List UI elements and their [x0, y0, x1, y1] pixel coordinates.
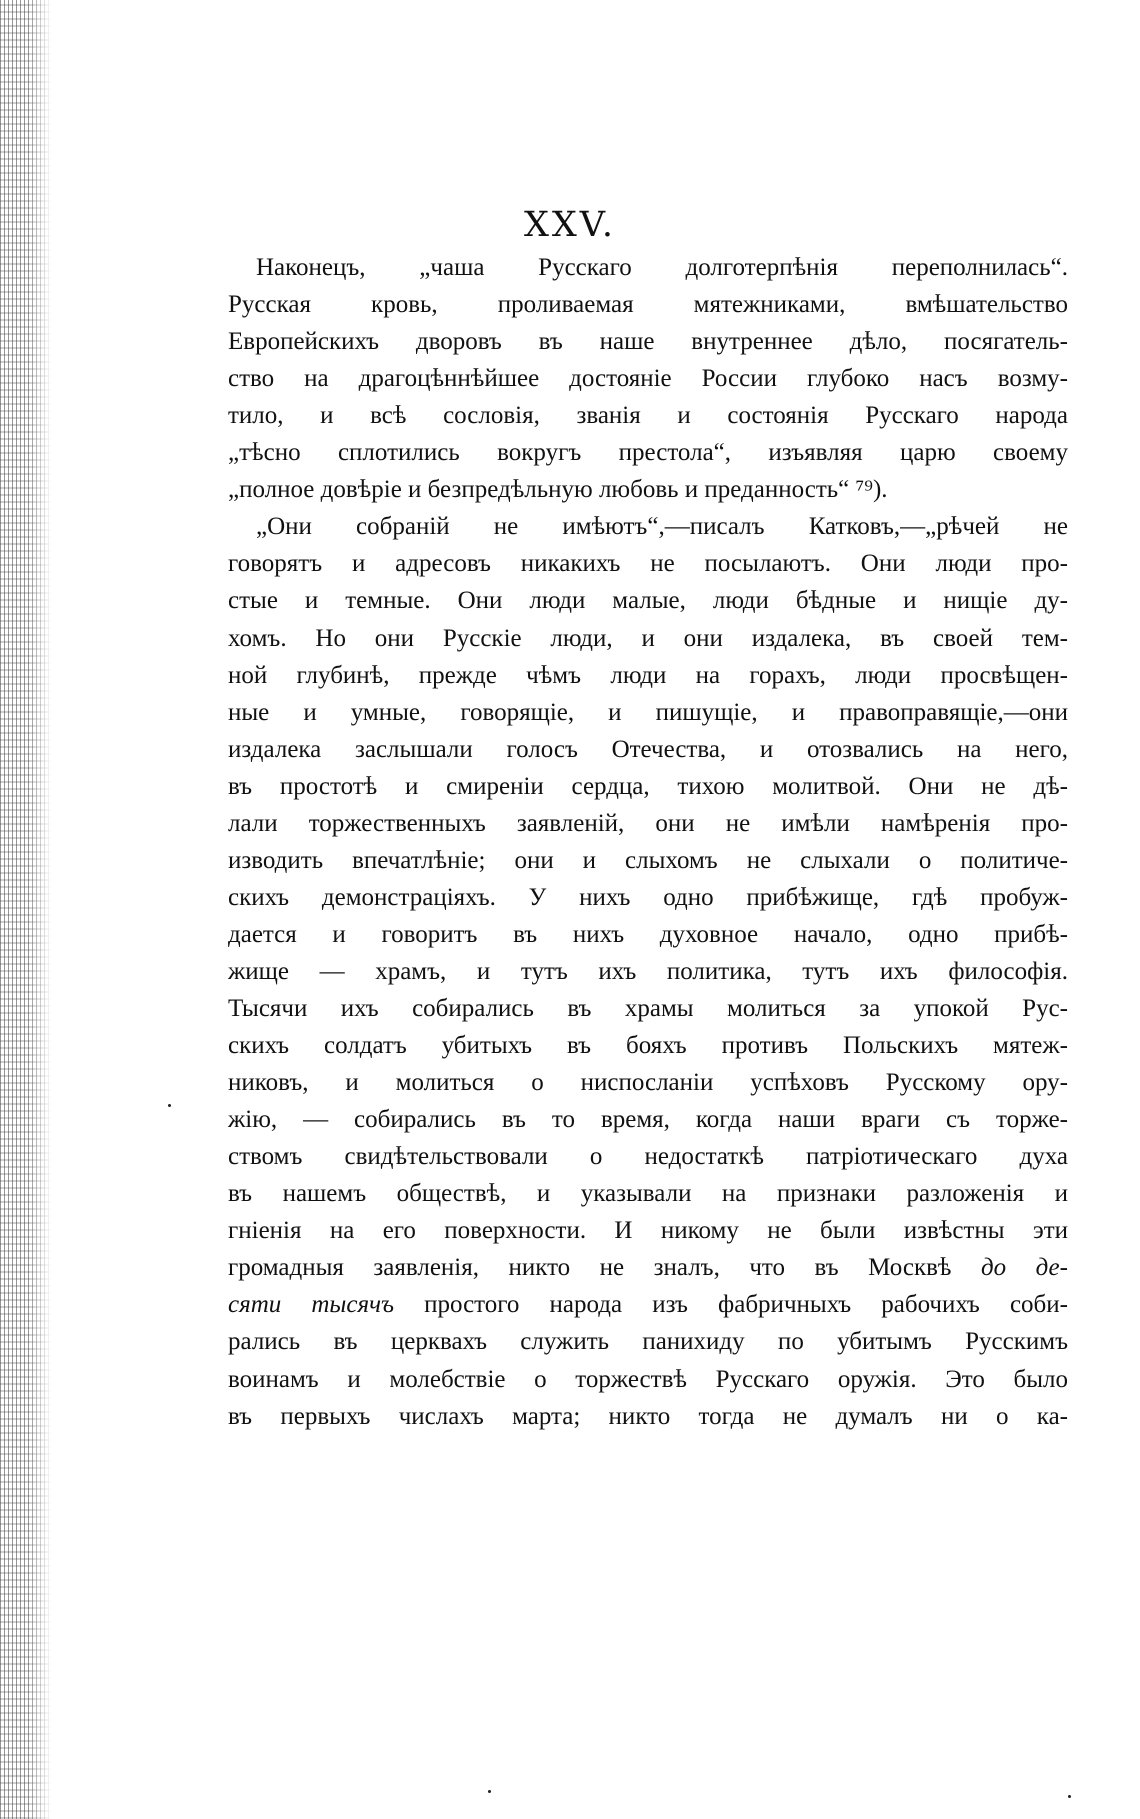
line-text: ной глубинѣ, прежде чѣмъ люди на горахъ, люди просвѣщен-: [228, 661, 1068, 689]
line-text: гніенія на его поверхности. И никому не были извѣстны эти: [228, 1217, 1068, 1245]
text-line: [228, 396, 1068, 436]
text-line: [228, 915, 1068, 955]
text-line: [228, 1063, 1068, 1103]
text-line: [228, 248, 1068, 288]
line-text: въ первыхъ числахъ марта; никто тогда не думалъ ни о ка-: [228, 1402, 1068, 1430]
line-text: Русская кровь, проливаемая мятежниками, вмѣшательство: [228, 291, 1068, 319]
text-line: [228, 1248, 1068, 1288]
text-line: [228, 470, 1068, 510]
line-text: дается и говоритъ въ нихъ духовное начало, одно прибѣ-: [228, 920, 1068, 948]
text-line: [228, 952, 1068, 992]
text-line: [228, 878, 1068, 918]
italic-run: до де-: [980, 1254, 1068, 1282]
line-text: издалека заслышали голосъ Отечества, и отозвались на него,: [228, 735, 1068, 763]
line-text: воинамъ и молебствіе о торжествѣ Русскаго оружія. Это было: [228, 1365, 1068, 1393]
text-line: [228, 1137, 1068, 1177]
text-line: [228, 656, 1068, 696]
line-text: простого народа изъ фабричныхъ рабочихъ соби-: [393, 1291, 1068, 1319]
line-text: Наконецъ, „чаша Русскаго долготерпѣнія переполнилась“.: [256, 254, 1068, 281]
text-line: [228, 1322, 1068, 1362]
text-line: [228, 285, 1068, 325]
text-line: [228, 1397, 1068, 1437]
text-line: [228, 841, 1068, 881]
text-line: [228, 544, 1068, 584]
text-line: [228, 767, 1068, 807]
line-text: жище — храмъ, и тутъ ихъ политика, тутъ ихъ философія.: [228, 957, 1068, 985]
line-text: лали торжественныхъ заявленій, они не имѣли намѣренія про-: [228, 809, 1068, 837]
text-line: [228, 1100, 1068, 1140]
text-line: [228, 1360, 1068, 1400]
line-text: жію, — собирались въ то время, когда наши враги съ торже-: [228, 1106, 1068, 1134]
text-line: [228, 1026, 1068, 1066]
italic-run: сяти тысячъ: [228, 1291, 394, 1319]
line-text: Тысячи ихъ собирались въ храмы молиться за упокой Рус-: [228, 995, 1068, 1022]
scan-speck: [488, 1790, 491, 1793]
line-text: хомъ. Но они Русскіе люди, и они издалека, въ своей тем-: [228, 624, 1068, 652]
chapter-heading: XXV.: [523, 205, 617, 245]
line-text: въ нашемъ обществѣ, и указывали на признаки разложенія и: [228, 1180, 1068, 1208]
line-text: говорятъ и адресовъ никакихъ не посылаютъ. Они люди про-: [228, 550, 1068, 578]
line-text: ствомъ свидѣтельствовали о недостаткѣ патріотическаго духа: [228, 1143, 1068, 1171]
line-text: въ простотѣ и смиреніи сердца, тихою молитвой. Они не дѣ-: [228, 772, 1068, 800]
scan-speck: [168, 1104, 171, 1107]
line-text: скихъ демонстраціяхъ. У нихъ одно прибѣжище, гдѣ пробуж-: [228, 883, 1068, 911]
line-text: „тѣсно сплотились вокругъ престола“, изъявляя царю своему: [228, 439, 1068, 467]
text-line: [228, 1174, 1068, 1214]
line-text: „полное довѣріе и безпредѣльную любовь и преданность“ ⁷⁹).: [228, 476, 888, 504]
line-text: изводить впечатлѣніе; они и слыхомъ не слыхали о политиче-: [228, 846, 1068, 874]
text-line: [228, 433, 1068, 473]
text-line: [228, 581, 1068, 621]
line-text: рались въ церквахъ служить панихиду по убитымъ Русскимъ: [228, 1328, 1068, 1356]
text-line: [228, 1285, 1068, 1325]
line-text: скихъ солдатъ убитыхъ въ бояхъ противъ Польскихъ мятеж-: [228, 1032, 1068, 1060]
line-text: ство на драгоцѣннѣйшее достояніе России глубоко насъ возму-: [228, 365, 1068, 393]
scan-speck: [1068, 1795, 1071, 1798]
text-line: [228, 693, 1068, 733]
text-line: [228, 359, 1068, 399]
text-line: [228, 619, 1068, 659]
text-line: [228, 730, 1068, 770]
line-text: Европейскихъ дворовъ въ наше внутреннее дѣло, посягатель-: [228, 328, 1068, 356]
text-line: [228, 507, 1068, 547]
text-line: [228, 804, 1068, 844]
line-text: ные и умные, говорящіе, и пишущіе, и правоправящіе,—они: [228, 698, 1068, 726]
text-line: [228, 1211, 1068, 1251]
line-text: стые и темные. Они люди малые, люди бѣдные и нищіе ду-: [228, 587, 1068, 615]
text-line: [228, 989, 1068, 1029]
line-text: никовъ, и молиться о ниспосланіи успѣховъ Русскому ору-: [228, 1069, 1068, 1097]
line-text: тило, и всѣ сословія, званія и состоянія Русскаго народа: [228, 402, 1068, 430]
text-line: [228, 322, 1068, 362]
line-text: громадныя заявленія, никто не зналъ, что въ Москвѣ: [228, 1254, 981, 1282]
scanned-page-edge: [0, 0, 52, 1819]
line-text: „Они собраній не имѣютъ“,—писалъ Катковъ,—„рѣчей не: [256, 513, 1068, 541]
